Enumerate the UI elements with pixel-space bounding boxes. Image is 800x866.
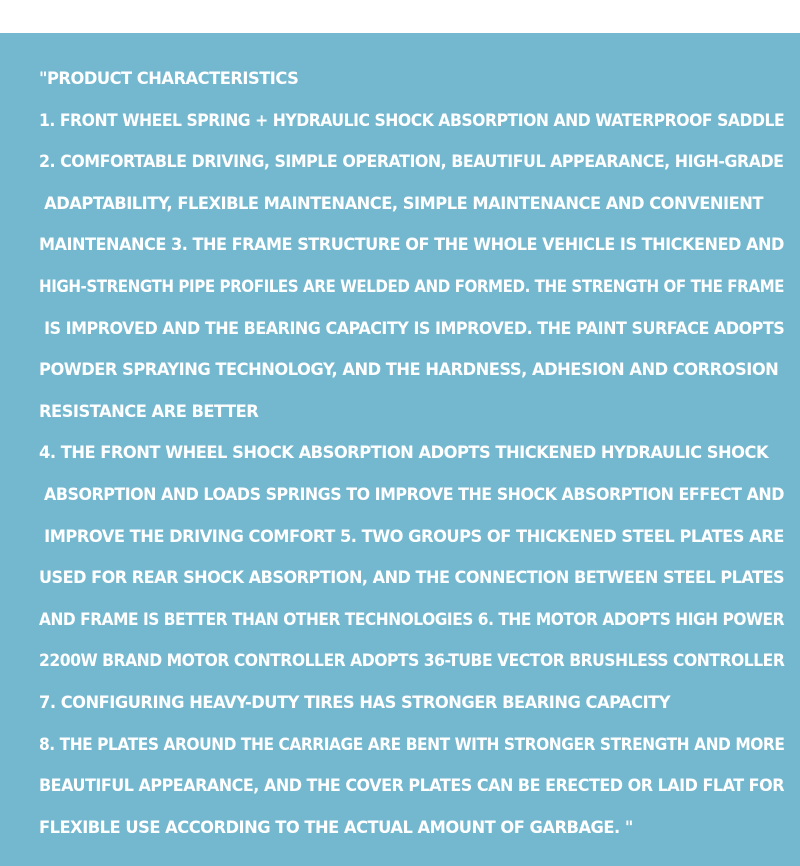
- text-line: BEAUTIFUL APPEARANCE, AND THE COVER PLATES CAN BE ERECTED OR LAID FLAT FOR: [39, 776, 785, 796]
- text-line: 1. FRONT WHEEL SPRING + HYDRAULIC SHOCK ABSORPTION AND WATERPROOF SADDLE: [39, 110, 785, 130]
- text-line: 7. CONFIGURING HEAVY-DUTY TIRES HAS STRONGER BEARING CAPACITY: [39, 692, 671, 712]
- text-line: HIGH-STRENGTH PIPE PROFILES ARE WELDED AND FORMED. THE STRENGTH OF THE FRAME: [39, 276, 785, 296]
- text-line: FLEXIBLE USE ACCORDING TO THE ACTUAL AMOUNT OF GARBAGE. ": [39, 817, 633, 837]
- text-line: "PRODUCT CHARACTERISTICS: [39, 69, 299, 88]
- text-line: ADAPTABILITY, FLEXIBLE MAINTENANCE, SIMPLE MAINTENANCE AND CONVENIENT: [39, 193, 763, 213]
- top-white-strip: [0, 0, 800, 33]
- product-characteristics-panel: [0, 33, 800, 866]
- text-line: 2200W BRAND MOTOR CONTROLLER ADOPTS 36-TUBE VECTOR BRUSHLESS CONTROLLER: [39, 651, 785, 671]
- text-line: IMPROVE THE DRIVING COMFORT 5. TWO GROUPS OF THICKENED STEEL PLATES ARE: [39, 526, 784, 546]
- text-line: 4. THE FRONT WHEEL SHOCK ABSORPTION ADOPTS THICKENED HYDRAULIC SHOCK: [39, 443, 769, 463]
- text-line: IS IMPROVED AND THE BEARING CAPACITY IS IMPROVED. THE PAINT SURFACE ADOPTS: [39, 318, 785, 338]
- text-line: AND FRAME IS BETTER THAN OTHER TECHNOLOGIES 6. THE MOTOR ADOPTS HIGH POWER: [39, 609, 784, 629]
- text-line: USED FOR REAR SHOCK ABSORPTION, AND THE CONNECTION BETWEEN STEEL PLATES: [39, 568, 785, 588]
- product-characteristics-text: [39, 67, 794, 857]
- text-line: MAINTENANCE 3. THE FRAME STRUCTURE OF THE WHOLE VEHICLE IS THICKENED AND: [39, 235, 784, 255]
- text-line: POWDER SPRAYING TECHNOLOGY, AND THE HARDNESS, ADHESION AND CORROSION: [39, 360, 779, 380]
- text-line: ABSORPTION AND LOADS SPRINGS TO IMPROVE THE SHOCK ABSORPTION EFFECT AND: [39, 484, 784, 504]
- text-line: RESISTANCE ARE BETTER: [39, 401, 259, 421]
- text-line: 8. THE PLATES AROUND THE CARRIAGE ARE BENT WITH STRONGER STRENGTH AND MORE: [39, 734, 785, 754]
- text-line: 2. COMFORTABLE DRIVING, SIMPLE OPERATION, BEAUTIFUL APPEARANCE, HIGH-GRADE: [39, 152, 784, 172]
